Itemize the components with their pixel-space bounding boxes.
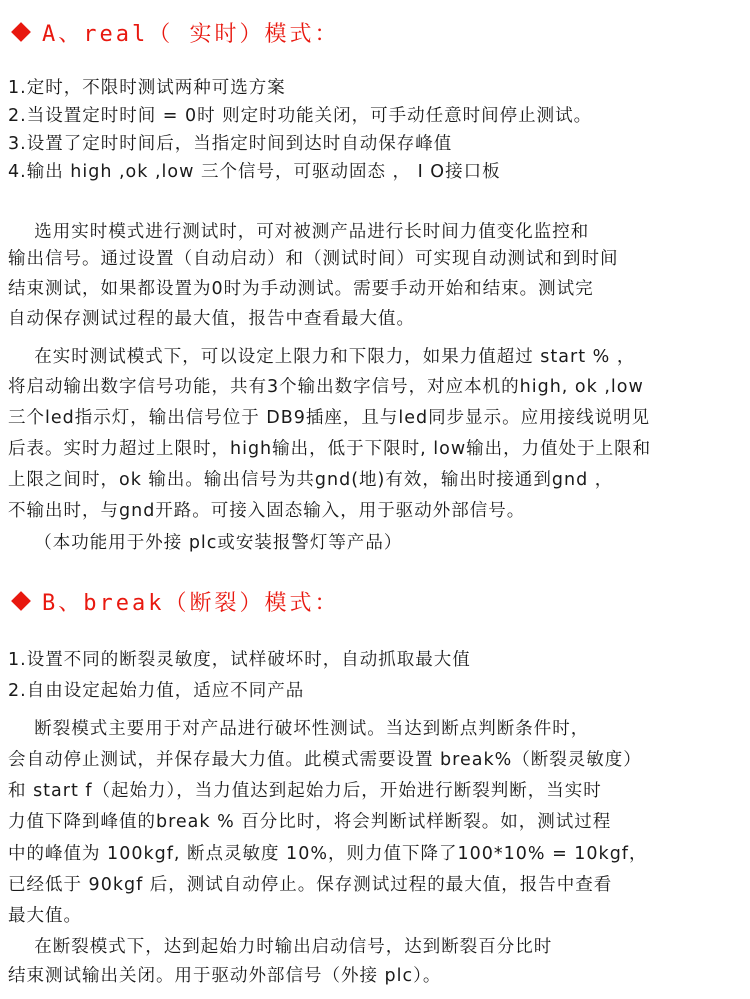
section-b-paragraph-1-line: 力值下降到峰值的break % 百分比时，将会判断试样断裂。如，测试过程 <box>8 812 612 832</box>
section-b-paragraph-1-line: 断裂模式主要用于对产品进行破坏性测试。当达到断点判断条件时， <box>8 719 590 739</box>
section-a-list-item: 3.设置了定时时间后，当指定时间到达时自动保存峰值 <box>8 134 453 154</box>
section-b-paragraph-1-line: 最大值。 <box>8 906 82 926</box>
section-a-heading <box>8 17 339 47</box>
section-a-title: A、real（ 实时）模式： <box>42 21 340 47</box>
section-a-paragraph-2-line: 上限之间时，ok 输出。输出信号为共gnd(地)有效，输出时接通到gnd ， <box>8 470 614 490</box>
section-a-paragraph-2-line: 不输出时，与gnd开路。可接入固态输入，用于驱动外部信号。 <box>8 501 526 521</box>
section-a-paragraph-2-line: （本功能用于外接 plc或安装报警灯等产品） <box>8 533 403 553</box>
section-b-paragraph-1-line: 中的峰值为 100kgf, 断点灵敏度 10%，则力值下降了100*10% = 10kgf， <box>8 844 648 864</box>
section-b-paragraph-1-line: 会自动停止测试，并保存最大力值。此模式需要设置 break%（断裂灵敏度） <box>8 750 642 770</box>
section-a-list-item: 1.定时，不限时测试两种可选方案 <box>8 78 286 98</box>
section-b-list-item: 1.设置不同的断裂灵敏度，试样破坏时，自动抓取最大值 <box>8 650 471 670</box>
section-a-paragraph-2-line: 后表。实时力超过上限时，high输出，低于下限时, low输出，力值处于上限和 <box>8 439 652 459</box>
section-b-paragraph-1-line: 已经低于 90kgf 后，测试自动停止。保存测试过程的最大值，报告中查看 <box>8 875 613 895</box>
section-b-title: B、break（断裂）模式： <box>42 590 340 616</box>
section-a-paragraph-1-line: 选用实时模式进行测试时，可对被测产品进行长时间力值变化监控和 <box>8 222 590 242</box>
section-a-paragraph-1-line: 结束测试，如果都设置为0时为手动测试。需要手动开始和结束。测试完 <box>8 279 594 299</box>
section-a-paragraph-1-line: 自动保存测试过程的最大值，报告中查看最大值。 <box>8 309 415 329</box>
section-a-paragraph-1-line: 输出信号。通过设置（自动启动）和（测试时间）可实现自动测试和到时间 <box>8 249 619 269</box>
diamond-bullet-icon <box>11 22 31 42</box>
section-b-paragraph-2-line: 结束测试输出关闭。用于驱动外部信号（外接 plc）。 <box>8 966 442 986</box>
section-a-paragraph-2-line: 将启动输出数字信号功能，共有3个输出数字信号，对应本机的high, ok ,low <box>8 377 644 397</box>
section-a-paragraph-2-line: 在实时测试模式下，可以设定上限力和下限力，如果力值超过 start % ， <box>8 347 636 367</box>
section-b-paragraph-1-line: 和 start f（起始力），当力值达到起始力后，开始进行断裂判断，当实时 <box>8 781 602 801</box>
section-b-paragraph-2-line: 在断裂模式下，达到起始力时输出启动信号，达到断裂百分比时 <box>8 937 553 957</box>
section-b-heading <box>8 586 339 616</box>
section-a-list-item: 2.当设置定时时间 = 0时 则定时功能关闭，可手动任意时间停止测试。 <box>8 106 593 126</box>
section-a-list-item: 4.输出 high ,ok ,low 三个信号，可驱动固态 ， I O接口板 <box>8 162 501 182</box>
section-a-paragraph-2-line: 三个led指示灯，输出信号位于 DB9插座，且与led同步显示。应用接线说明见 <box>8 408 651 428</box>
diamond-bullet-icon <box>11 591 31 611</box>
section-b-list-item: 2.自由设定起始力值，适应不同产品 <box>8 681 305 701</box>
